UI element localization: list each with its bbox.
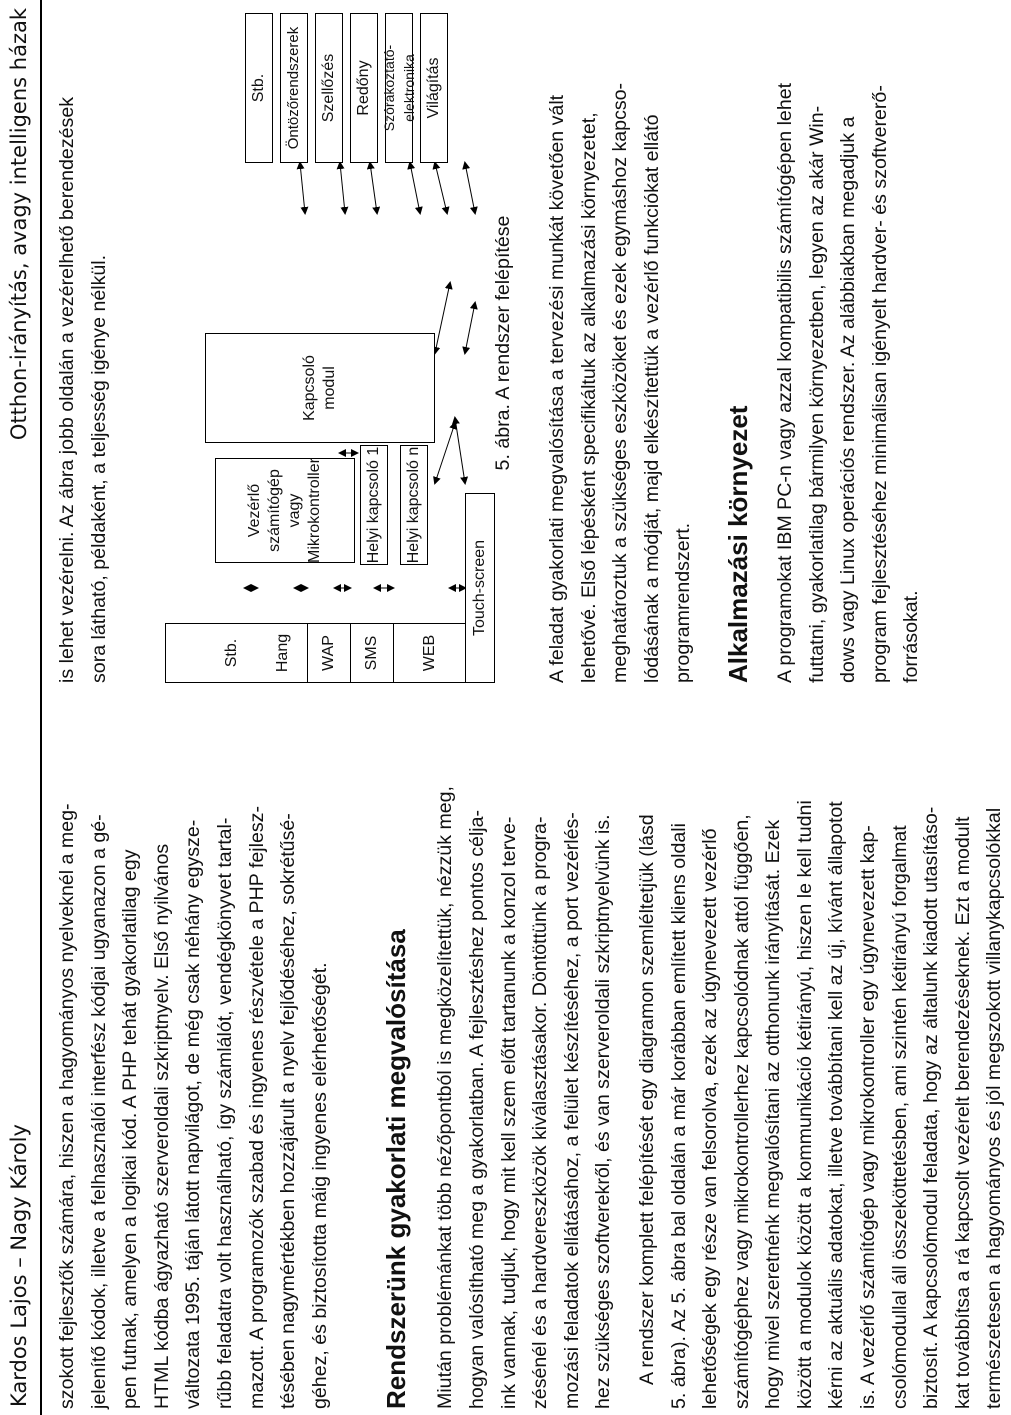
section-heading-2: Alkalmazási környezet (722, 405, 753, 683)
left-paragraph-2 (430, 729, 620, 1409)
section-heading: Rendszerünk gyakorlati megvalósítása (381, 929, 412, 1409)
left-paragraph-1 (52, 729, 336, 1409)
text-line: A feladat gyakorlati megvalósítása a tervezési munkát követően vált (546, 94, 568, 683)
device-box-entertainment: Szórakoztató-elektronika (385, 13, 413, 163)
text-line: között a modulok között a kommunikáció kétirányú, hiszen le kell tudni (793, 800, 816, 1409)
text-line: ink vannak, tudjuk, hogy mit kell szem előtt tartanunk a konzol terve- (497, 816, 520, 1409)
text-line: Miután problémánkat több nézőpontból is megközelítettük, nézzük meg, (434, 785, 457, 1409)
text-line: biztosít. A kapcsolómodul feladata, hogy az általunk kiadott utasításo- (920, 806, 943, 1409)
text-line: mozási feladatok ellátásához, a felület készítéséhez, a port vezérlés- (560, 812, 583, 1409)
text-line: kat továbbítsa a rá kapcsolt vezérelt berendezéseknek. Ezt a modult (951, 816, 974, 1409)
text-line: természetesen a hagyományos és jól megszokott villanykapcsolókkal (983, 807, 1006, 1409)
client-box-web: WEB (394, 624, 466, 682)
text-line: meghatároztuk a szükséges eszközöket és ezek egymáshoz kapcso- (609, 82, 632, 683)
right-column-top (52, 3, 115, 683)
figure-caption: 5. ábra. A rendszer felépítése (492, 215, 514, 471)
local-switch-1: Helyi kapcsoló 1 (360, 445, 388, 565)
client-list (165, 623, 465, 683)
text-line: is lehet vezérelni. Az ábra jobb oldalán a vezérelhető berendezések (56, 96, 78, 683)
text-line: géhez, és biztosította máig ingyenes elérhetőségét. (308, 962, 331, 1409)
text-line: hez szükséges szoftverekről, és van szerveroldali szkriptnyelvünk is. (592, 814, 615, 1409)
text-line: csolómodullal áll összeköttetésben, ami szintén kétirányú forgalmat (888, 825, 911, 1409)
local-switch-n: Helyi kapcsoló n (400, 445, 428, 565)
text-line: sora látható, példaként, a teljesség igénye nélkül. (87, 254, 110, 683)
text-line: kérni az aktuális adatokat, illetve továbbítani kell az új, kívánt állapotot (825, 801, 848, 1409)
device-box-etc: Stb. (245, 13, 273, 163)
device-box-ventilation: Szellőzés (315, 13, 343, 163)
text-line: pen futnak, amelyen a logikai kód. A PHP tehát gyakorlatilag egy (119, 849, 142, 1409)
client-box-hang: Hang (258, 624, 308, 682)
client-label: Touch-screen (471, 539, 488, 637)
switch-module-box: Kapcsoló modul (205, 333, 435, 443)
text-line: szokott fejlesztők számára, hiszen a hagyományos nyelveknél a meg- (56, 803, 78, 1409)
running-header (0, 0, 42, 1415)
text-line: dows vagy Linux operációs rendszer. Az alábbiakban megadjuk a (837, 116, 860, 683)
text-line: változata 1995. táján látott napvilágot, de még csak néhány egysze- (182, 819, 205, 1409)
client-box-etc: Stb. (206, 624, 258, 682)
text-line: programrendszert. (672, 522, 695, 683)
text-line: A rendszer komplett felépítését egy diagramon szemléltetjük (lásd (635, 814, 658, 1385)
text-line: lódásának a módját, majd elkészítettük a vezérlő funkciókat ellátó (640, 114, 663, 683)
text-line: hogy mivel szeretnénk megvalósítani az otthonunk irányítását. Ezek (762, 819, 785, 1409)
client-box-wap: WAP (308, 624, 351, 682)
system-diagram (165, 3, 525, 683)
device-box-irrigation: Öntözőrendszerek (280, 13, 308, 163)
text-line: rűbb feladatra volt használható, így számlálót, vendégkönyvet tartal- (213, 817, 236, 1409)
device-box-blinds: Redőny (350, 13, 378, 163)
text-line: A programokat IBM PC-n vagy azzal kompatibilis számítógépen lehet (773, 82, 796, 683)
left-column (52, 729, 1011, 1409)
right-paragraph-1 (52, 3, 115, 683)
right-paragraph-3 (770, 3, 928, 683)
text-line: lehetőségek egy része van felsorolva, ezek az úgynevezett vezérlő (699, 828, 722, 1409)
controller-box: Vezérlő számítógép vagy Mikrokontroller (215, 458, 355, 563)
text-line: program fejlesztéséhez minimálisan igényelt hardver- és szoftvererő- (868, 85, 891, 683)
text-line: jelenítő kódok, illetve a felhasználói interfész kódjai ugyanazon a gé- (87, 814, 110, 1409)
client-box-touch-screen (465, 493, 495, 683)
left-paragraph-3 (632, 729, 1011, 1409)
text-line: futtatni, gyakorlatilag bármilyen környezetben, legyen az akár Win- (805, 105, 828, 683)
right-paragraph-2 (542, 3, 700, 683)
text-line: zésénél és a hardvereszközök kiválasztásakor. Döntöttünk a progra- (529, 816, 552, 1409)
device-box-lighting: Világítás (420, 13, 448, 163)
header-title: Otthon-irányítás, avagy intelligens házak (7, 8, 31, 441)
header-authors: Kardos Lajos – Nagy Károly (7, 1124, 31, 1407)
text-line: forrásokat. (900, 590, 923, 683)
text-line: is. A vezérlő számítógép vagy mikrokontroller egy úgynevezett kap- (857, 825, 880, 1409)
text-line: mazott. A programozók szabad és ingyenes részvétele a PHP fejlesz- (245, 806, 268, 1409)
text-line: hogyan valósítható meg a gyakorlatban. A fejlesztéshez pontos célja- (465, 809, 488, 1409)
text-line: tésében nagymértékben hozzájárult a nyelv fejlődéséhez, sokrétűsé- (277, 813, 300, 1409)
right-column-bottom (542, 3, 928, 683)
text-line: számítógéphez vagy mikrokontrollerhez kapcsolódnak attól függően, (730, 814, 753, 1409)
text-line: lehetővé. Első lépésként specifikáltuk az alkalmazási környezetet, (577, 112, 600, 683)
text-line: 5. ábra). Az 5. ábra bal oldalán a már korábban említett kliens oldali (667, 823, 690, 1409)
client-box-sms: SMS (351, 624, 394, 682)
text-line: HTML kódba ágyazható szerveroldali szkriptnyelv. Első nyilvános (150, 843, 173, 1409)
